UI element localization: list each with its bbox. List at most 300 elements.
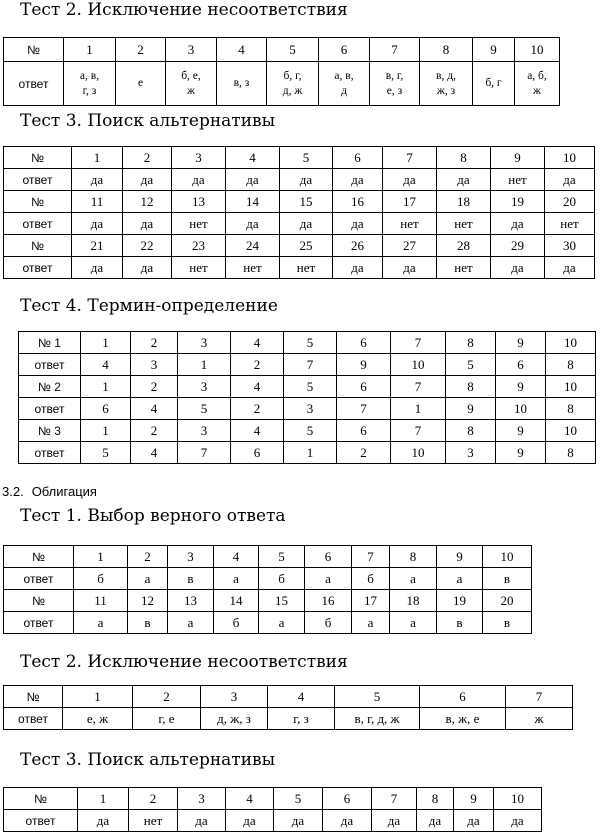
- cell-text: 6: [253, 444, 261, 460]
- answer-cell: [214, 546, 259, 568]
- answer-cell: [128, 568, 168, 590]
- answer-cell: [319, 62, 370, 106]
- cell-text: 3: [200, 422, 208, 438]
- answer-cell: [280, 257, 333, 279]
- answer-cell: [226, 810, 274, 832]
- cell-text: да: [299, 215, 313, 231]
- answer-cell: [496, 332, 546, 354]
- answer-cell: [81, 332, 131, 354]
- answer-cell: [259, 546, 305, 568]
- cell-text: 1: [94, 688, 101, 704]
- answer-cell: [123, 213, 172, 235]
- cell-text: 4: [297, 688, 305, 704]
- cell-text: нет: [560, 215, 579, 231]
- answer-cell: [268, 708, 335, 730]
- answer-cell: [420, 686, 506, 708]
- answer-cell: [284, 332, 337, 354]
- cell-text: г, е: [158, 710, 175, 726]
- row-label-cell: [19, 398, 81, 420]
- answer-cell: [280, 235, 333, 257]
- cell-text: №: [32, 549, 45, 564]
- answer-cell: [168, 546, 214, 568]
- cell-text: 4: [150, 444, 158, 460]
- answer-cell: [226, 169, 280, 191]
- answer-cell: [446, 332, 496, 354]
- cell-text: в: [144, 614, 151, 630]
- table-row: [4, 546, 532, 568]
- answer-cell: [391, 332, 446, 354]
- answer-cell: [81, 354, 131, 376]
- answer-cell: [64, 38, 116, 62]
- cell-text: да: [246, 215, 259, 231]
- answer-cell: [390, 590, 437, 612]
- answer-cell: [383, 191, 437, 213]
- answer-cell: [231, 354, 284, 376]
- answer-cell: [546, 420, 596, 442]
- cell-text: а: [410, 614, 416, 630]
- row-label-cell: [4, 708, 63, 730]
- cell-text: а: [410, 570, 416, 586]
- answer-cell: [172, 257, 226, 279]
- answer-cell: [546, 442, 596, 464]
- answer-cell: [305, 590, 352, 612]
- table-row: [4, 169, 595, 191]
- answer-cell: [64, 62, 116, 106]
- cell-text: да: [291, 812, 305, 828]
- cell-text: да: [246, 171, 259, 187]
- answer-cell: [168, 590, 214, 612]
- answer-cell: [226, 235, 280, 257]
- table-row: [4, 191, 595, 213]
- cell-text: 5: [200, 400, 208, 416]
- answer-cell: [280, 147, 333, 169]
- cell-text: ответ: [22, 260, 53, 275]
- cell-text: б, г, д, ж: [282, 69, 303, 97]
- cell-text: 27: [403, 237, 416, 253]
- answer-cell: [337, 442, 391, 464]
- cell-text: 3: [187, 41, 195, 57]
- answer-cell: [168, 568, 214, 590]
- answer-cell: [166, 38, 217, 62]
- answer-cell: [319, 38, 370, 62]
- answer-cell: [437, 257, 491, 279]
- answer-cell: [166, 62, 217, 106]
- answer-cell: [74, 590, 128, 612]
- section-title: Облигация: [31, 484, 97, 499]
- cell-text: нет: [454, 215, 473, 231]
- answer-cell: [437, 235, 491, 257]
- cell-text: а, в, г, з: [79, 69, 100, 97]
- cell-text: 3: [230, 688, 238, 704]
- answer-cell: [129, 810, 178, 832]
- cell-text: №: [27, 42, 40, 57]
- answer-cell: [446, 420, 496, 442]
- test2-answer-table: [3, 37, 560, 106]
- answer-cell: [337, 332, 391, 354]
- cell-text: 1: [93, 149, 101, 165]
- answer-cell: [352, 546, 390, 568]
- cell-text: нет: [243, 259, 262, 275]
- cell-text: ответ: [23, 615, 54, 630]
- answer-cell: [81, 398, 131, 420]
- cell-text: в: [187, 570, 194, 586]
- cell-text: в, д, ж, з: [436, 69, 456, 97]
- cell-text: нет: [143, 812, 163, 828]
- cell-text: 22: [140, 237, 154, 253]
- answer-cell: [446, 376, 496, 398]
- cell-text: да: [351, 171, 364, 187]
- answer-cell: [231, 442, 284, 464]
- cell-text: 5: [302, 149, 310, 165]
- table-row: [4, 568, 532, 590]
- cell-text: ж: [534, 710, 544, 726]
- cell-text: да: [90, 215, 104, 231]
- answer-cell: [335, 686, 420, 708]
- row-label-cell: [4, 169, 72, 191]
- answer-cell: [259, 590, 305, 612]
- cell-text: 1: [99, 790, 107, 806]
- cell-text: 9: [490, 41, 497, 57]
- cell-text: 15: [275, 592, 288, 608]
- answer-cell: [72, 213, 123, 235]
- answer-cell: [337, 420, 391, 442]
- answer-cell: [284, 420, 337, 442]
- cell-text: 14: [229, 592, 243, 608]
- answer-cell: [178, 442, 231, 464]
- cell-text: 15: [299, 193, 313, 209]
- answer-cell: [337, 354, 391, 376]
- cell-text: 8: [567, 356, 574, 372]
- answer-cell: [81, 376, 131, 398]
- cell-text: 8: [567, 400, 574, 416]
- answer-cell: [546, 398, 596, 420]
- answer-cell: [335, 708, 420, 730]
- row-label-cell: [4, 788, 78, 810]
- row-label-cell: [4, 191, 72, 213]
- row-label-cell: [19, 442, 81, 464]
- cell-text: в, ж, е: [445, 710, 480, 726]
- answer-cell: [333, 257, 383, 279]
- answer-cell: [473, 38, 515, 62]
- cell-text: 7: [390, 790, 398, 806]
- answer-cell: [437, 612, 483, 634]
- answer-cell: [267, 62, 319, 106]
- cell-text: 2: [143, 149, 151, 165]
- test3-answer-table: [3, 146, 595, 279]
- cell-text: 6: [324, 548, 332, 564]
- cell-text: 4: [150, 400, 158, 416]
- cell-text: 4: [232, 548, 240, 564]
- table-row: [4, 38, 560, 62]
- cell-text: 1: [102, 422, 109, 438]
- answer-cell: [231, 376, 284, 398]
- cell-text: б, г: [485, 77, 502, 89]
- answer-cell: [305, 568, 352, 590]
- cell-text: нет: [454, 259, 473, 275]
- answer-cell: [231, 332, 284, 354]
- table-row: [4, 686, 573, 708]
- answer-cell: [78, 810, 129, 832]
- answer-cell: [72, 191, 123, 213]
- answer-cell: [201, 686, 268, 708]
- test4-answer-table: [18, 331, 596, 464]
- cell-text: №: [31, 150, 44, 165]
- cell-text: 2: [150, 422, 158, 438]
- cell-text: 18: [457, 193, 470, 209]
- row-label-cell: [4, 62, 64, 106]
- answer-cell: [131, 354, 178, 376]
- cell-text: 7: [306, 356, 314, 372]
- answer-cell: [74, 546, 128, 568]
- cell-text: да: [457, 171, 470, 187]
- cell-text: 4: [238, 41, 245, 57]
- row-label-cell: [4, 213, 72, 235]
- row-label-cell: [19, 376, 81, 398]
- cell-text: да: [140, 171, 154, 187]
- table-row: [4, 62, 560, 106]
- answer-cell: [491, 169, 545, 191]
- cell-text: а: [456, 570, 463, 586]
- cell-text: 5: [373, 688, 381, 704]
- cell-text: 5: [306, 378, 314, 394]
- answer-cell: [280, 169, 333, 191]
- table-row: [4, 213, 595, 235]
- answer-cell: [496, 420, 546, 442]
- section-heading: [2, 484, 97, 499]
- cell-text: да: [90, 171, 104, 187]
- answer-cell: [506, 708, 573, 730]
- cell-text: 1: [306, 444, 314, 460]
- answer-cell: [72, 147, 123, 169]
- table-row: [4, 708, 573, 730]
- answer-cell: [446, 354, 496, 376]
- cell-text: 7: [367, 548, 374, 564]
- cell-text: 7: [535, 688, 543, 704]
- cell-text: 7: [200, 444, 208, 460]
- table-row: [19, 398, 596, 420]
- answer-cell: [446, 442, 496, 464]
- answer-cell: [437, 590, 483, 612]
- answer-cell: [178, 376, 231, 398]
- cell-text: 6: [459, 688, 466, 704]
- cell-text: 2: [149, 790, 157, 806]
- answer-cell: [496, 398, 546, 420]
- cell-text: ответ: [23, 571, 54, 586]
- cell-text: а: [187, 614, 194, 630]
- cell-text: 17: [364, 592, 377, 608]
- answer-cell: [123, 169, 172, 191]
- cell-text: да: [243, 812, 256, 828]
- answer-cell: [352, 568, 390, 590]
- answer-cell: [437, 568, 483, 590]
- answer-cell: [491, 257, 545, 279]
- cell-text: да: [511, 215, 524, 231]
- row-label-cell: [4, 590, 74, 612]
- answer-cell: [178, 810, 226, 832]
- cell-text: б: [232, 614, 240, 630]
- cell-text: да: [299, 171, 313, 187]
- answer-cell: [214, 590, 259, 612]
- answer-cell: [284, 354, 337, 376]
- cell-text: 10: [500, 548, 514, 564]
- answer-cell: [201, 708, 268, 730]
- answer-cell: [178, 332, 231, 354]
- answer-cell: [172, 147, 226, 169]
- cell-text: 5: [294, 790, 302, 806]
- cell-text: 16: [321, 592, 335, 608]
- cell-text: да: [351, 215, 364, 231]
- cell-text: 9: [456, 548, 463, 564]
- cell-text: в, г, е, з: [385, 69, 404, 97]
- answer-cell: [491, 235, 545, 257]
- row-label-cell: [4, 546, 74, 568]
- cell-text: 9: [470, 790, 477, 806]
- answer-cell: [383, 169, 437, 191]
- answer-cell: [437, 191, 491, 213]
- answer-cell: [496, 442, 546, 464]
- cell-text: 10: [411, 444, 425, 460]
- answer-cell: [284, 376, 337, 398]
- cell-text: №: [31, 194, 44, 209]
- cell-text: 2: [144, 548, 151, 564]
- cell-text: да: [511, 259, 524, 275]
- answer-cell: [72, 235, 123, 257]
- table-row: [19, 332, 596, 354]
- answer-cell: [391, 420, 446, 442]
- cell-text: да: [511, 812, 524, 828]
- cell-text: в: [456, 614, 463, 630]
- cell-text: ответ: [34, 401, 65, 416]
- answer-cell: [123, 191, 172, 213]
- answer-cell: [370, 38, 420, 62]
- answer-cell: [483, 612, 532, 634]
- cell-text: 10: [530, 41, 544, 57]
- cell-text: да: [140, 259, 154, 275]
- cell-text: б: [278, 570, 285, 586]
- answer-cell: [483, 590, 532, 612]
- row-label-cell: [4, 686, 63, 708]
- row-label-cell: [4, 568, 74, 590]
- cell-text: 6: [517, 356, 524, 372]
- table-row: [19, 420, 596, 442]
- cell-text: б: [324, 614, 332, 630]
- cell-text: 12: [141, 592, 154, 608]
- obligation-test2-title: Тест 2. Исключение несоответствия: [20, 652, 348, 672]
- answer-cell: [72, 257, 123, 279]
- test2-title: Тест 2. Исключение несоответствия: [20, 0, 348, 20]
- cell-text: 18: [406, 592, 420, 608]
- cell-text: д, ж, з: [217, 710, 251, 726]
- cell-text: 6: [340, 41, 348, 57]
- answer-cell: [214, 612, 259, 634]
- answer-cell: [284, 398, 337, 420]
- cell-text: 8: [467, 378, 474, 394]
- answer-cell: [420, 62, 473, 106]
- answer-cell: [74, 612, 128, 634]
- row-label-cell: [4, 810, 78, 832]
- answer-cell: [63, 708, 133, 730]
- cell-text: № 1: [38, 335, 61, 350]
- answer-cell: [226, 191, 280, 213]
- cell-text: №: [26, 689, 40, 704]
- cell-text: а, в, д: [334, 69, 354, 97]
- cell-text: да: [563, 171, 576, 187]
- cell-text: 2: [137, 41, 144, 57]
- cell-text: г, з: [293, 710, 309, 726]
- cell-text: 5: [306, 422, 314, 438]
- cell-text: 12: [140, 193, 154, 209]
- cell-text: 7: [414, 334, 422, 350]
- cell-text: нет: [189, 259, 208, 275]
- cell-text: нет: [400, 215, 419, 231]
- cell-text: 19: [453, 592, 466, 608]
- cell-text: да: [340, 812, 354, 828]
- answer-cell: [473, 62, 515, 106]
- answer-cell: [337, 398, 391, 420]
- answer-cell: [131, 398, 178, 420]
- answer-cell: [391, 398, 446, 420]
- answer-cell: [437, 169, 491, 191]
- table-row: [19, 354, 596, 376]
- obligation-test1-answer-table: [3, 545, 532, 634]
- cell-text: 7: [414, 378, 422, 394]
- answer-cell: [217, 38, 267, 62]
- answer-cell: [81, 442, 131, 464]
- cell-text: да: [467, 812, 480, 828]
- test4-title: Тест 4. Термин-определение: [20, 296, 278, 316]
- cell-text: 2: [360, 444, 367, 460]
- answer-cell: [391, 354, 446, 376]
- answer-cell: [133, 686, 201, 708]
- cell-text: 3: [200, 334, 208, 350]
- cell-text: 9: [514, 149, 521, 165]
- answer-cell: [131, 332, 178, 354]
- cell-text: 4: [253, 422, 261, 438]
- cell-text: 8: [467, 334, 474, 350]
- answer-cell: [437, 546, 483, 568]
- answer-cell: [545, 257, 595, 279]
- cell-text: ответ: [34, 445, 65, 460]
- answer-cell: [437, 147, 491, 169]
- answer-cell: [383, 235, 437, 257]
- cell-text: в: [503, 614, 511, 630]
- answer-cell: [172, 213, 226, 235]
- cell-text: 8: [409, 548, 417, 564]
- cell-text: 10: [514, 400, 527, 416]
- cell-text: нет: [296, 259, 316, 275]
- cell-text: 8: [467, 422, 474, 438]
- answer-cell: [128, 546, 168, 568]
- answer-cell: [372, 788, 417, 810]
- obligation-test3-title: Тест 3. Поиск альтернативы: [20, 750, 276, 770]
- row-label-cell: [4, 147, 72, 169]
- cell-text: ответ: [18, 76, 49, 91]
- cell-text: 8: [431, 790, 439, 806]
- cell-text: 6: [343, 790, 351, 806]
- cell-text: № 3: [38, 423, 61, 438]
- cell-text: да: [403, 171, 416, 187]
- cell-text: б, е, ж: [181, 69, 201, 97]
- cell-text: 2: [253, 400, 261, 416]
- answer-cell: [123, 147, 172, 169]
- answer-cell: [274, 810, 323, 832]
- answer-cell: [267, 38, 319, 62]
- cell-text: да: [195, 812, 208, 828]
- cell-text: 6: [360, 334, 367, 350]
- cell-text: 4: [253, 334, 261, 350]
- answer-cell: [178, 354, 231, 376]
- cell-text: 10: [511, 790, 524, 806]
